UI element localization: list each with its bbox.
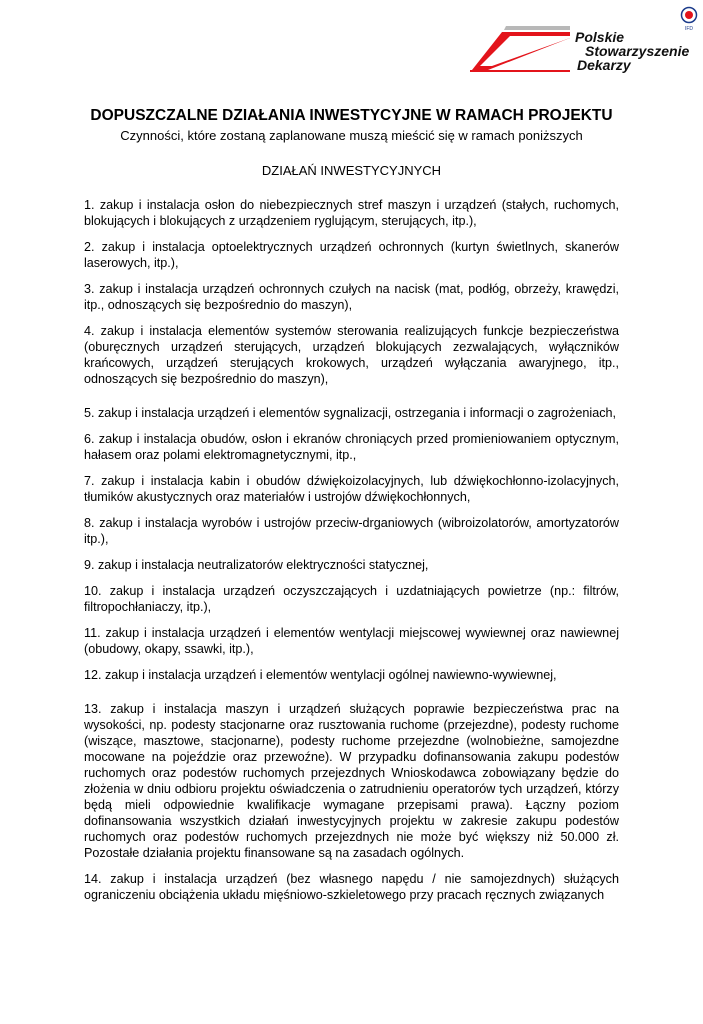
list-item: 9. zakup i instalacja neutralizatorów elektryczności statycznej, — [84, 558, 429, 572]
emblem-label: IFD — [684, 26, 694, 32]
logo-line-3: Dekarzy — [577, 57, 631, 73]
list-item: 14. zakup i instalacja urządzeń (bez własnego napędu / nie samojezdnych) służących ograniczeniu obciążenia układu mięśniowo-szkieletowego przy pracach ręcznych związanych — [84, 872, 619, 902]
logo-text — [575, 30, 689, 72]
ifd-emblem-icon — [679, 6, 699, 32]
list-item: 2. zakup i instalacja optoelektrycznych urządzeń ochronnych (kurtyn świetlnych, skanerów laserowych, itp.), — [84, 240, 619, 270]
logo-red-underline — [470, 70, 570, 72]
page-subtitle: Czynności, które zostaną zaplanowane muszą mieścić się w ramach poniższych — [120, 128, 583, 143]
list-item: 8. zakup i instalacja wyrobów i ustrojów przeciw-drganiowych (wibroizolatorów, amortyzatorów itp.), — [84, 516, 619, 546]
list-item: 5. zakup i instalacja urządzeń i elementów sygnalizacji, ostrzegania i informacji o zagrożeniach, — [84, 406, 617, 420]
section-heading: DZIAŁAŃ INWESTYCYJNYCH — [261, 163, 442, 178]
list-item: 11. zakup i instalacja urządzeń i elementów wentylacji miejscowej wywiewnej oraz nawiewnej (obudowy, okapy, ssawki, itp.), — [84, 626, 619, 656]
logo-line-2: Stowarzyszenie — [585, 43, 690, 59]
list-item: 13. zakup i instalacja maszyn i urządzeń służących poprawie bezpieczeństwa prac na wysokości, np. podesty stacjonarne oraz rusztowania ruchome (przejezdne), podesty ruchome (wiszące, masztowe, stacjonarne), podesty ruchome przejezdne (wolnobieżne, samojezdne mocowane na pojeździe oraz przewoźne). W przypadku dofinansowania zakupu podestów ruchomych oraz podestów ruchomych przejezdnych Wnioskodawca zobowiązany będzie do złożenia w dniu odbioru projektu oświadczenia o zatrudnieniu operatorów tych urządzeń, którzy będą mieli odpowiednie kwalifikacje wymagane przepisami prawa). Łączny poziom dofinansowania wszystkich działań inwestycyjnych projektu w zakresie zakupu podestów ruchomych oraz podestów ruchomych przejezdnych nie może być większy niż 50.000 zł. Pozostałe działania projektu finansowane są na zasadach ogólnych. — [84, 702, 619, 860]
list-item: 10. zakup i instalacja urządzeń oczyszczających i uzdatniających powietrze (np.: filtrów, filtropochłaniaczy, itp.), — [84, 584, 619, 614]
list-item: 1. zakup i instalacja osłon do niebezpiecznych stref maszyn i urządzeń (stałych, ruchomych, blokujących i blokujących z urządzeniem ryglującym, sterujących, itp.), — [84, 198, 619, 228]
list-item: 4. zakup i instalacja elementów systemów sterowania realizujących funkcje bezpieczeństwa (oburęcznych urządzeń sterujących, urządzeń blokujących zezwalających, wyłączników krańcowych, urządzeń sterujących krokowych, urządzeń wyłączania awaryjnego, itp., odnoszących się bezpośrednio do maszyn), — [84, 324, 619, 386]
investment-actions-list — [84, 197, 619, 913]
list-item: 12. zakup i instalacja urządzeń i elementów wentylacji ogólnej nawiewno-wywiewnej, — [84, 668, 557, 682]
list-item: 7. zakup i instalacja kabin i obudów dźwiękoizolacyjnych, lub dźwiękochłonno-izolacyjnych, tłumików akustycznych oraz materiałów i ustrojów dźwiękochłonnych, — [84, 474, 619, 504]
page-title: DOPUSZCZALNE DZIAŁANIA INWESTYCYJNE W RAMACH PROJEKTU — [90, 107, 613, 124]
logo-line-1: Polskie — [575, 29, 625, 45]
list-item: 6. zakup i instalacja obudów, osłon i ekranów chroniących przed promieniowaniem optycznym, hałasem oraz polami elektromagnetycznymi, itp., — [84, 432, 619, 462]
logo-gray-band — [504, 26, 570, 30]
list-item: 3. zakup i instalacja urządzeń ochronnych czułych na nacisk (mat, podłóg, obrzeży, krawędzi, itp., odnoszących się bezpośrednio do maszyn), — [84, 282, 619, 312]
